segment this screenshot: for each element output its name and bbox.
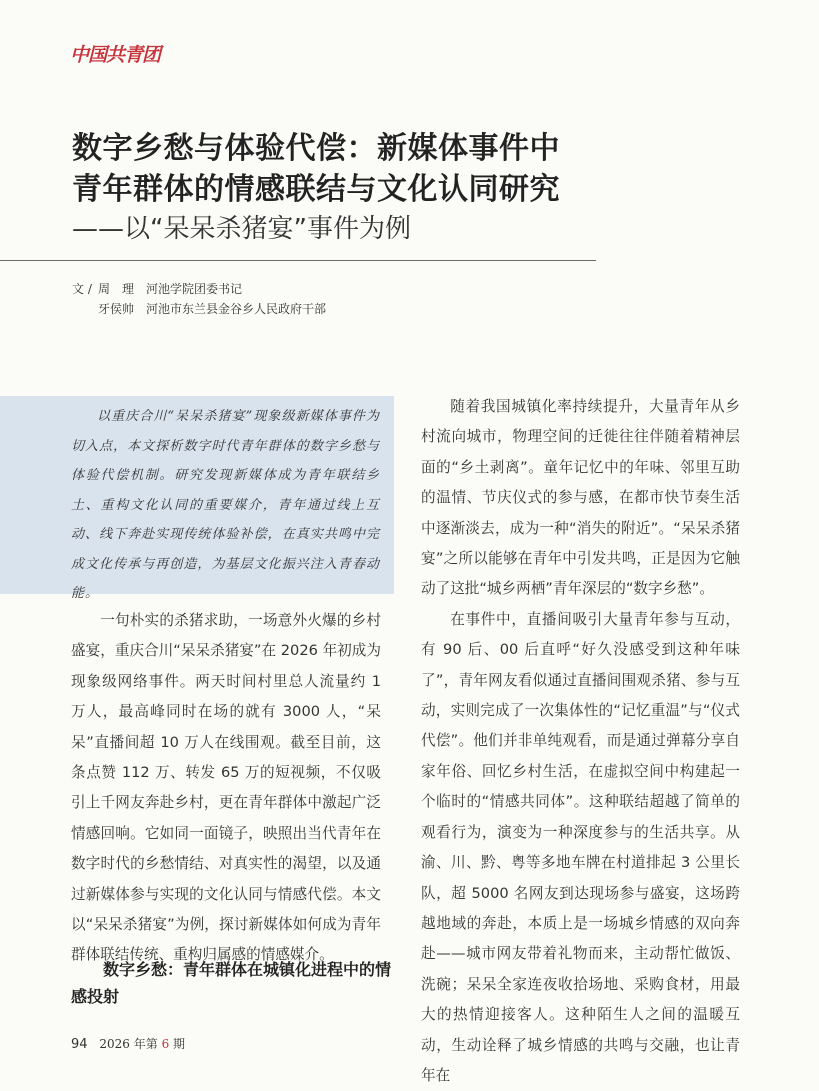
author-prefix: 文 / <box>72 282 92 296</box>
abstract-box: 以重庆合川“呆呆杀猪宴”现象级新媒体事件为切入点，本文探析数字时代青年群体的数字乡愁与体验代偿机制。研究发现新媒体成为青年联结乡土、重构文化认同的重要媒介，青年通过线上互动、线下奔赴实现传统体验补偿，在真实共鸣中完成文化传承与再创造，为基层文化振兴注入青春动能。 <box>0 396 394 594</box>
section-heading: 数字乡愁：青年群体在城镇化进程中的情感投射 <box>71 960 392 1006</box>
author-affiliation: 河池学院团委书记 <box>146 282 243 296</box>
article-title-line-2: 青年群体的情感联结与文化认同研究 <box>72 172 560 207</box>
page-number: 94 <box>71 1037 88 1052</box>
author-row <box>72 279 326 299</box>
body-paragraph: 在事件中，直播间吸引大量青年参与互动，有 90 后、00 后直呼“好久没感受到这种年味了”，青年网友看似通过直播间围观杀猪、参与互动，实则完成了一次集体性的“记忆重温”与“仪式代偿”。他们并非单纯观看，而是通过弹幕分享自家年俗、回忆乡村生活，在虚拟空间中构建起一个临时的“情感共同体”。这种联结超越了简单的观看行为，演变为一种深度参与的生活共享。从渝、川、黔、粤等多地车牌在村道排起 3 公里长队，超 5000 名网友到达现场参与盛宴，这场跨越地域的奔赴，本质上是一场城乡情感的双向奔赴——城市网友带着礼物而来，主动帮忙做饭、洗碗；呆呆全家连夜收拾场地、采购食材，用最大的热情迎接客人。这种陌生人之间的温暖互动，生动诠释了城乡情感的共鸣与交融，也让青年在 <box>421 610 740 1084</box>
title-divider <box>0 260 596 261</box>
article-title-line-1: 数字乡愁与体验代偿：新媒体事件中 <box>72 131 560 166</box>
author-name: 周 理 <box>98 282 135 296</box>
author-row <box>72 299 326 319</box>
issue-suffix: 期 <box>173 1037 186 1051</box>
body-paragraph: 一句朴实的杀猪求助，一场意外火爆的乡村盛宴，重庆合川“呆呆杀猪宴”在 2026 年初成为现象级网络事件。两天时间村里总人流量约 1 万人，最高峰同时在场的就有 3000 人，“呆呆”直播间超 10 万人在线围观。截至目前，这条点赞 112 万、转发 65 万的短视频，不仅吸引上千网友奔赴乡村，更在青年群体中激起广泛情感回响。它如同一面镜子，映照出当代青年在数字时代的乡愁情结、对真实性的渴望，以及通过新媒体参与实现的文化认同与情感代偿。本文以“呆呆杀猪宴”为例，探讨新媒体如何成为青年群体联结传统、重构归属感的情感媒介。 <box>71 612 381 964</box>
article-subtitle: ——以“呆呆杀猪宴”事件为例 <box>72 214 411 244</box>
issue-year: 2026 年第 <box>99 1037 158 1051</box>
article-title-block <box>72 128 632 248</box>
body-column-right <box>421 392 740 1091</box>
author-block <box>72 279 326 319</box>
author-affiliation: 河池市东兰县金谷乡人民政府干部 <box>146 302 327 316</box>
body-column-left <box>71 606 381 971</box>
body-paragraph: 随着我国城镇化率持续提升，大量青年从乡村流向城市，物理空间的迁徙往往伴随着精神层面的“乡土剥离”。童年记忆中的年味、邻里互助的温情、节庆仪式的参与感，在都市快节奏生活中逐渐淡去，成为一种“消失的附近”。“呆呆杀猪宴”之所以能够在青年中引发共鸣，正是因为它触动了这批“城乡两栖”青年深层的“数字乡愁”。 <box>421 398 740 598</box>
issue-number: 6 <box>161 1037 170 1051</box>
author-name: 牙侯帅 <box>98 302 135 316</box>
journal-logo: 中国共青团 <box>70 44 161 66</box>
page-footer <box>71 1035 185 1052</box>
